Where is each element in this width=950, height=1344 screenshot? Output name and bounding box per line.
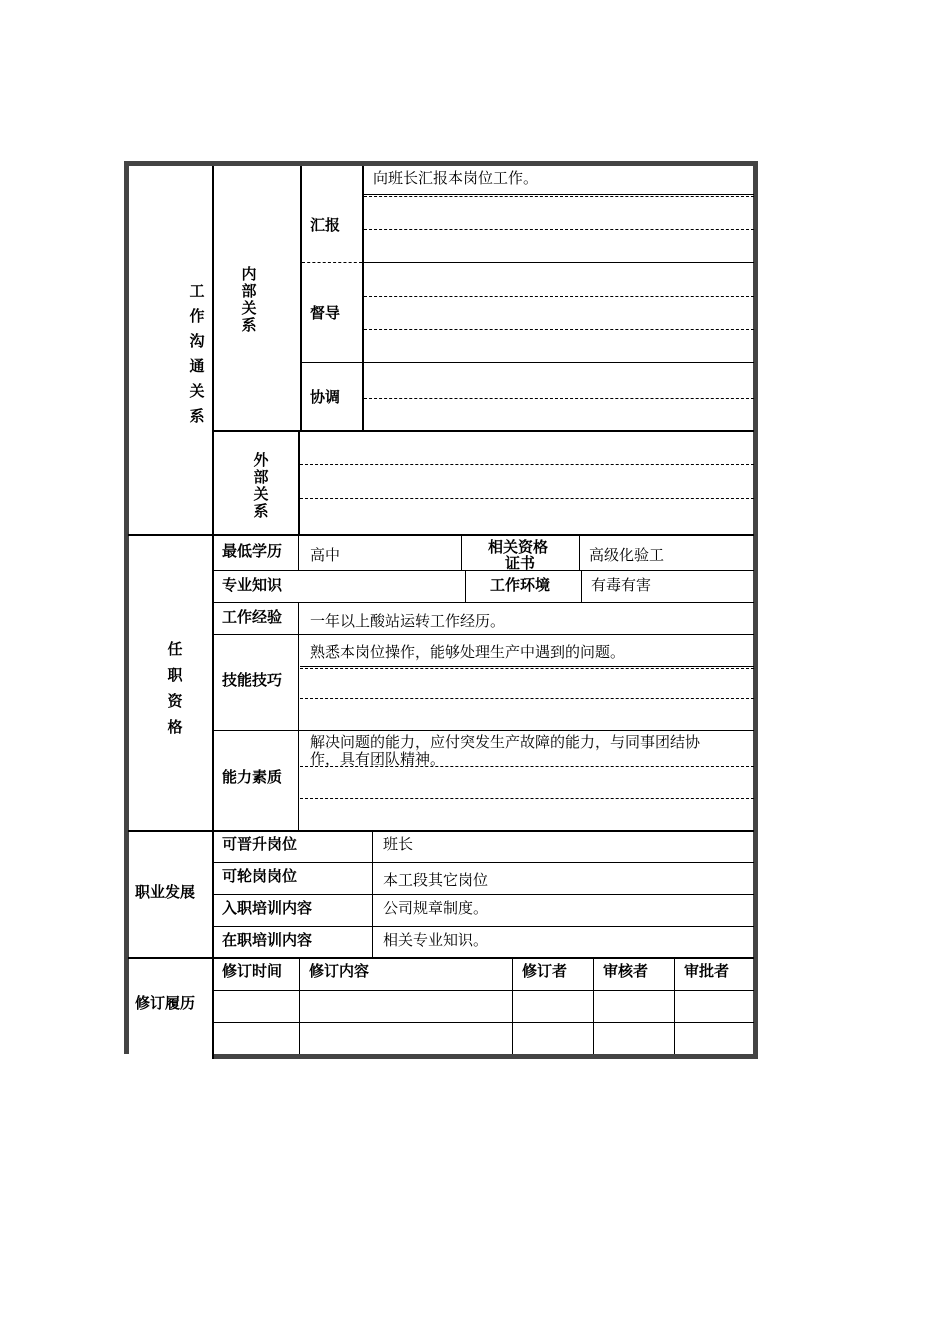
- report-supervise-separator-left: [302, 262, 362, 263]
- revision-row-line-1: [214, 990, 754, 991]
- induction-label: 入职培训内容: [222, 899, 313, 917]
- promotion-label: 可晋升岗位: [222, 835, 298, 853]
- comm-label-char: 工: [189, 282, 205, 300]
- skills-dash-2: [300, 698, 754, 699]
- qual-row-line-1: [214, 570, 754, 571]
- ability-dash-1: [300, 766, 754, 767]
- revision-col-3: [593, 959, 594, 1054]
- comm-label-char: 通: [189, 357, 205, 375]
- comm-label-char: 作: [189, 307, 205, 325]
- revision-col-2: [512, 959, 513, 1054]
- divider-comm-qual: [128, 534, 754, 536]
- career-row-line-2: [214, 894, 754, 895]
- qual-row-line-4: [214, 730, 754, 731]
- qual-col-label: [298, 536, 299, 571]
- qual-col-cert-left: [461, 536, 462, 571]
- career-row-line-3: [214, 926, 754, 927]
- qual-label-char: 资: [167, 692, 183, 710]
- career-row-line-1: [214, 862, 754, 863]
- external-label-char: 关: [253, 485, 269, 503]
- ability-label: 能力素质: [222, 768, 283, 786]
- report-text: 向班长汇报本岗位工作。: [373, 169, 539, 187]
- career-section-label: 职业发展: [135, 883, 196, 901]
- skills-underline: [300, 666, 754, 667]
- qualifications-section-label: [160, 638, 190, 742]
- certificate-label-line2: 证书: [505, 554, 536, 572]
- internal-relation-label: [236, 266, 262, 334]
- onjob-value: 相关专业知识。: [383, 931, 489, 949]
- communication-section-label: [182, 280, 212, 430]
- external-dash-1: [300, 464, 754, 465]
- report-supervise-separator: [364, 262, 754, 263]
- report-label: 汇报: [310, 216, 341, 234]
- qual-col-cert-right: [579, 536, 580, 571]
- qual-label-char: 任: [167, 640, 183, 658]
- certificate-value: 高级化验工: [589, 546, 665, 564]
- supervise-dash-2: [364, 329, 754, 330]
- ability-value-line2: 作，具有团队精神。: [310, 750, 446, 768]
- qual-label-char: 职: [167, 666, 183, 684]
- promotion-value: 班长: [383, 835, 414, 853]
- internal-label-char: 关: [241, 299, 257, 317]
- external-label-char: 外: [253, 451, 269, 469]
- divider-label-column: [362, 166, 364, 432]
- min-education-label: 最低学历: [222, 542, 283, 560]
- qual-label-char: 格: [167, 718, 183, 736]
- border-bottom: [212, 1054, 758, 1059]
- coordinate-dash-1: [364, 398, 754, 399]
- external-label-char: 部: [253, 468, 269, 486]
- qual-row-line-2: [214, 602, 754, 603]
- revision-header-reviewer: 审核者: [603, 962, 649, 980]
- certificate-label-line1: 相关资格: [488, 538, 549, 556]
- border-left: [124, 161, 129, 1054]
- divider-internal-column: [300, 166, 302, 432]
- onjob-label: 在职培训内容: [222, 931, 313, 949]
- divider-internal-external: [214, 430, 754, 432]
- revision-row-line-2: [214, 1022, 754, 1023]
- supervise-dash-1: [364, 296, 754, 297]
- comm-label-char: 关: [189, 382, 205, 400]
- divider-external-column: [298, 432, 300, 536]
- supervise-label: 督导: [310, 304, 341, 322]
- revision-header-reviser: 修订者: [522, 962, 568, 980]
- skills-dash-1: [300, 668, 754, 669]
- knowledge-label: 专业知识: [222, 576, 283, 594]
- report-text-underline: [364, 194, 754, 195]
- qual-col-env-right: [581, 571, 582, 602]
- revision-section-label: 修订履历: [135, 994, 196, 1012]
- environment-label: 工作环境: [490, 576, 551, 594]
- internal-label-char: 部: [241, 282, 257, 300]
- rotation-value: 本工段其它岗位: [383, 871, 489, 889]
- rotation-label: 可轮岗岗位: [222, 867, 298, 885]
- internal-label-char: 系: [241, 316, 257, 334]
- external-relation-label: [248, 452, 274, 520]
- ability-value-line1: 解决问题的能力，应付突发生产故障的能力，与同事团结协: [310, 733, 701, 751]
- divider-qual-career: [128, 830, 754, 832]
- revision-col-4: [674, 959, 675, 1054]
- coordinate-label: 协调: [310, 388, 341, 406]
- internal-label-char: 内: [241, 265, 257, 283]
- revision-header-content: 修订内容: [309, 962, 370, 980]
- revision-header-approver: 审批者: [684, 962, 730, 980]
- experience-label: 工作经验: [222, 608, 283, 626]
- comm-label-char: 沟: [189, 332, 205, 350]
- revision-col-1: [299, 959, 300, 1054]
- skills-value: 熟悉本岗位操作，能够处理生产中遇到的问题。: [310, 643, 626, 661]
- supervise-coordinate-separator: [302, 362, 754, 363]
- external-label-char: 系: [253, 502, 269, 520]
- qual-col-env-left: [465, 571, 466, 602]
- qual-row-line-3: [214, 634, 754, 635]
- report-dash-2: [364, 229, 754, 230]
- comm-label-char: 系: [189, 407, 205, 425]
- ability-dash-2: [300, 798, 754, 799]
- experience-value: 一年以上酸站运转工作经历。: [310, 612, 506, 630]
- induction-value: 公司规章制度。: [383, 899, 489, 917]
- external-dash-2: [300, 498, 754, 499]
- revision-header-time: 修订时间: [222, 962, 283, 980]
- border-top: [124, 161, 758, 166]
- qual-col-label-2: [298, 602, 299, 830]
- environment-value: 有毒有害: [591, 576, 652, 594]
- skills-label: 技能技巧: [222, 671, 283, 689]
- report-dash-1: [364, 196, 754, 197]
- divider-career-revision: [128, 957, 754, 959]
- min-education-value: 高中: [310, 546, 341, 564]
